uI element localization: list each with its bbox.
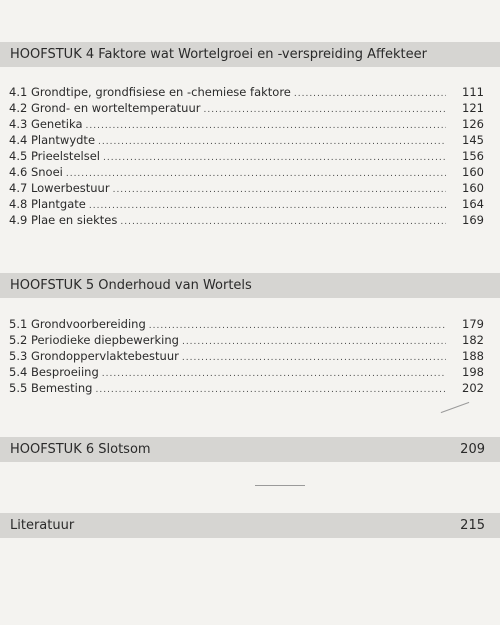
toc-entry[interactable] [9,164,484,180]
entry-label: 4.7 Lowerbestuur [9,181,110,195]
dot-leader [294,86,446,102]
toc-entry[interactable] [9,148,484,164]
entry-label: 5.5 Bemesting [9,381,93,395]
dot-leader [149,318,446,334]
entry-label: 4.6 Snoei [9,165,63,179]
chapter-5-entries [9,316,484,396]
entry-label: 5.4 Besproeiing [9,365,99,379]
entry-page-number: 126 [462,117,484,131]
entry-page-number: 179 [462,317,484,331]
dot-leader [95,382,446,398]
chapter-4-entries [9,84,484,228]
entry-page-number: 198 [462,365,484,379]
chapter-page-number: 215 [460,518,485,533]
scan-mark [441,402,470,413]
toc-entry[interactable] [9,332,484,348]
toc-entry[interactable] [9,316,484,332]
literature-header[interactable] [0,513,500,538]
entry-label: 4.5 Prieelstelsel [9,149,100,163]
entry-label: 4.3 Genetika [9,117,83,131]
toc-entry[interactable] [9,212,484,228]
dot-leader [120,214,446,230]
entry-label: 5.3 Grondoppervlaktebestuur [9,349,179,363]
chapter-5-header [0,273,500,298]
dot-leader [103,150,446,166]
entry-label: 5.1 Grondvoorbereiding [9,317,146,331]
toc-entry[interactable] [9,84,484,100]
entry-page-number: 145 [462,133,484,147]
entry-page-number: 182 [462,333,484,347]
chapter-4-header [0,42,500,67]
chapter-page-number: 209 [460,442,485,457]
entry-label: 5.2 Periodieke diepbewerking [9,333,179,347]
entry-page-number: 111 [462,85,484,99]
entry-page-number: 160 [462,165,484,179]
entry-page-number: 160 [462,181,484,195]
entry-label: 4.9 Plae en siektes [9,213,118,227]
toc-entry[interactable] [9,196,484,212]
toc-entry[interactable] [9,116,484,132]
dot-leader [113,182,446,198]
toc-entry[interactable] [9,180,484,196]
dot-leader [89,198,446,214]
entry-label: 4.4 Plantwydte [9,133,96,147]
entry-label: 4.1 Grondtipe, grondfisiese en -chemiese faktore [9,85,291,99]
chapter-title: Literatuur [10,518,75,533]
entry-page-number: 188 [462,349,484,363]
dot-leader [98,134,446,150]
dot-leader [182,350,446,366]
dot-leader [182,334,446,350]
entry-page-number: 164 [462,197,484,211]
entry-page-number: 156 [462,149,484,163]
entry-label: 4.2 Grond- en worteltemperatuur [9,101,201,115]
toc-entry[interactable] [9,100,484,116]
toc-entry[interactable] [9,132,484,148]
toc-entry[interactable] [9,380,484,396]
chapter-title: HOOFSTUK 6 Slotsom [10,442,151,457]
toc-entry[interactable] [9,348,484,364]
dot-leader [66,166,446,182]
chapter-6-header[interactable] [0,437,500,462]
entry-label: 4.8 Plantgate [9,197,86,211]
entry-page-number: 121 [462,101,484,115]
dot-leader [102,366,446,382]
chapter-title: HOOFSTUK 4 Faktore wat Wortelgroei en -verspreiding Affekteer [10,47,427,62]
scan-mark [255,485,305,486]
dot-leader [86,118,446,134]
entry-page-number: 169 [462,213,484,227]
dot-leader [203,102,446,118]
chapter-title: HOOFSTUK 5 Onderhoud van Wortels [10,278,252,293]
toc-entry[interactable] [9,364,484,380]
entry-page-number: 202 [462,381,484,395]
